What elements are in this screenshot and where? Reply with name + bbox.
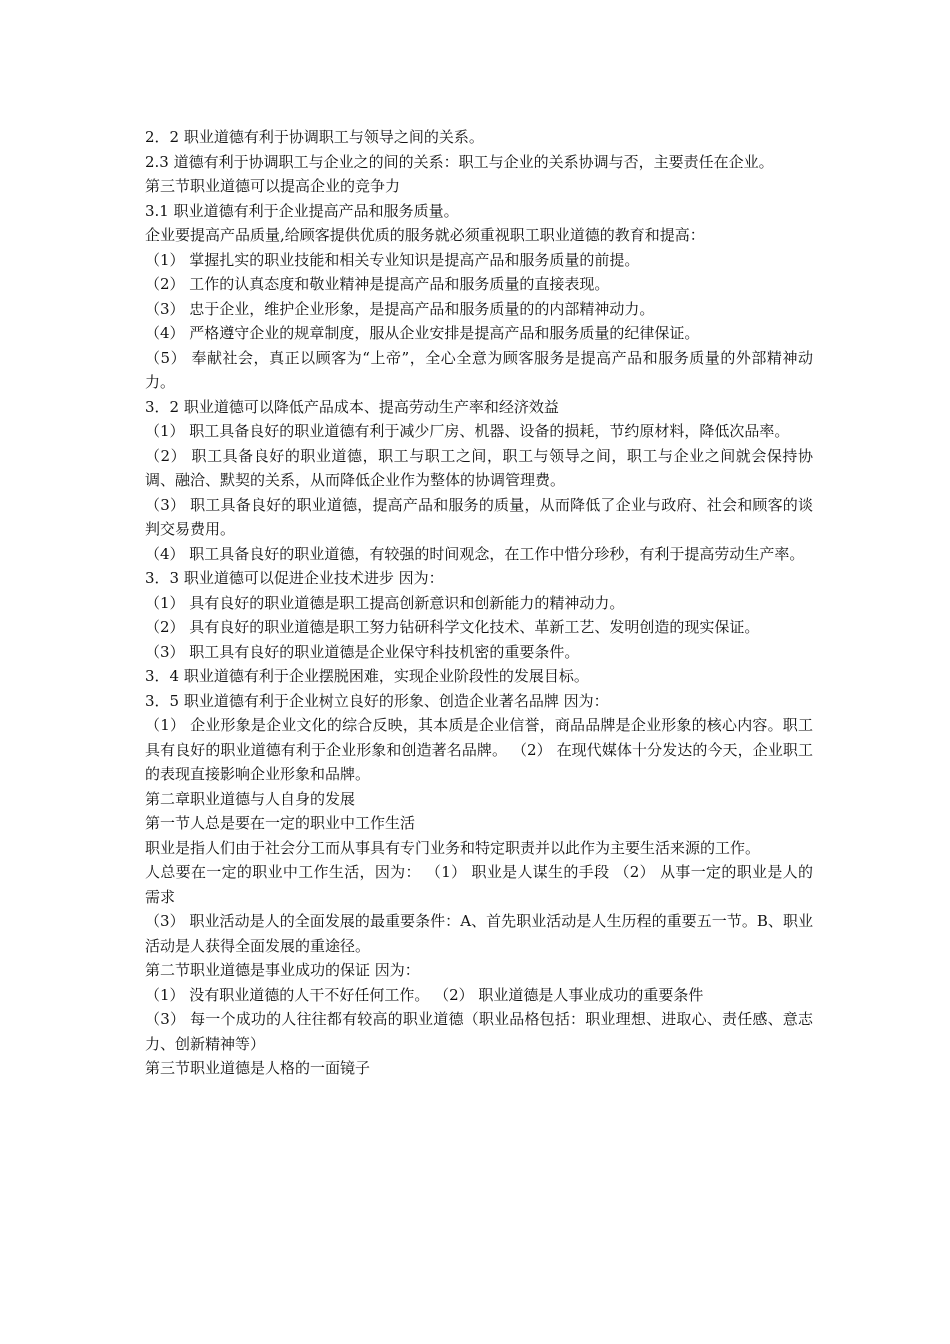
list-item: （1） 职工具备良好的职业道德有利于减少厂房、机器、设备的损耗，节约原材料，降低次品率。 (145, 422, 790, 440)
list-item: （4） 严格遵守企业的规章制度，服从企业安排是提高产品和服务质量的纪律保证。 (145, 324, 700, 342)
list-item: （3） 忠于企业，维护企业形象，是提高产品和服务质量的的内部精神动力。 (145, 299, 655, 318)
section-heading: 第一节人总是要在一定的职业中工作生活 (145, 814, 416, 832)
section-heading: 第二节职业道德是事业成功的保证 因为： (145, 961, 420, 979)
list-item: （4） 职工具备良好的职业道德，有较强的时间观念，在工作中惜分珍秒，有利于提高劳动生产率。 (145, 544, 805, 563)
list-item: （3） 职业活动是人的全面发展的最重要条件：A、首先职业活动是人生历程的重要五一节。B、职业活动是人获得全面发展的重途径。 (145, 912, 813, 955)
list-item: （3） 每一个成功的人往往都有较高的职业道德（职业品格包括：职业理想、进取心、责任感、意志力、创新精神等） (145, 1010, 813, 1053)
paragraph: 人总要在一定的职业中工作生活，因为： （1） 职业是人谋生的手段 （2） 从事一定的职业是人的需求 (145, 863, 813, 906)
section-heading: 第三节职业道德可以提高企业的竞争力 (145, 177, 401, 195)
list-item: （1） 企业形象是企业文化的综合反映，其本质是企业信誉，商品品牌是企业形象的核心内容。职工具有良好的职业道德有利于企业形象和创造著名品牌。 （2） 在现代媒体十分发达的今天，企业职工的表现直接影响企业形象和品牌。 (145, 716, 813, 783)
paragraph: 3．4 职业道德有利于企业摆脱困难，实现企业阶段性的发展目标。 (145, 667, 589, 685)
list-item: （2） 职工具备良好的职业道德，职工与职工之间，职工与领导之间，职工与企业之间就会保持协调、融洽、默契的关系，从而降低企业作为整体的协调管理费。 (145, 446, 813, 489)
paragraph: 2．2 职业道德有利于协调职工与领导之间的关系。 (145, 128, 484, 146)
list-item: （2） 工作的认真态度和敬业精神是提高产品和服务质量的直接表现。 (145, 275, 610, 293)
list-item: （3） 职工具备良好的职业道德，提高产品和服务的质量，从而降低了企业与政府、社会和顾客的谈判交易费用。 (145, 495, 813, 538)
paragraph: 3．3 职业道德可以促进企业技术进步 因为： (145, 569, 444, 587)
paragraph: 3．2 职业道德可以降低产品成本、提高劳动生产率和经济效益 (145, 397, 559, 416)
paragraph: 3．5 职业道德有利于企业树立良好的形象、创造企业著名品牌 因为： (145, 691, 609, 710)
paragraph: 企业要提高产品质量,给顾客提供优质的服务就必须重视职工职业道德的教育和提高： (145, 226, 705, 244)
paragraph: 2.3 道德有利于协调职工与企业之的间的关系：职工与企业的关系协调与否，主要责任在企业。 (145, 152, 774, 171)
chapter-heading: 第二章职业道德与人自身的发展 (145, 789, 356, 808)
paragraph: 职业是指人们由于社会分工而从事具有专门业务和特定职责并以此作为主要生活来源的工作。 (145, 838, 761, 857)
section-heading: 第三节职业道德是人格的一面镜子 (145, 1059, 371, 1077)
list-item: （1） 没有职业道德的人干不好任何工作。 （2） 职业道德是人事业成功的重要条件 (145, 985, 704, 1004)
paragraph: 3.1 职业道德有利于企业提高产品和服务质量。 (145, 201, 459, 220)
list-item: （2） 具有良好的职业道德是职工努力钻研科学文化技术、革新工艺、发明创造的现实保证。 (145, 618, 760, 636)
list-item: （1） 具有良好的职业道德是职工提高创新意识和创新能力的精神动力。 (145, 593, 625, 612)
list-item: （5） 奉献社会，真正以顾客为“上帝”，全心全意为顾客服务是提高产品和服务质量的外部精神动力。 (145, 348, 813, 391)
list-item: （1） 掌握扎实的职业技能和相关专业知识是提高产品和服务质量的前提。 (145, 250, 640, 269)
list-item: （3） 职工具有良好的职业道德是企业保守科技机密的重要条件。 (145, 642, 580, 661)
document-body (145, 125, 813, 1081)
